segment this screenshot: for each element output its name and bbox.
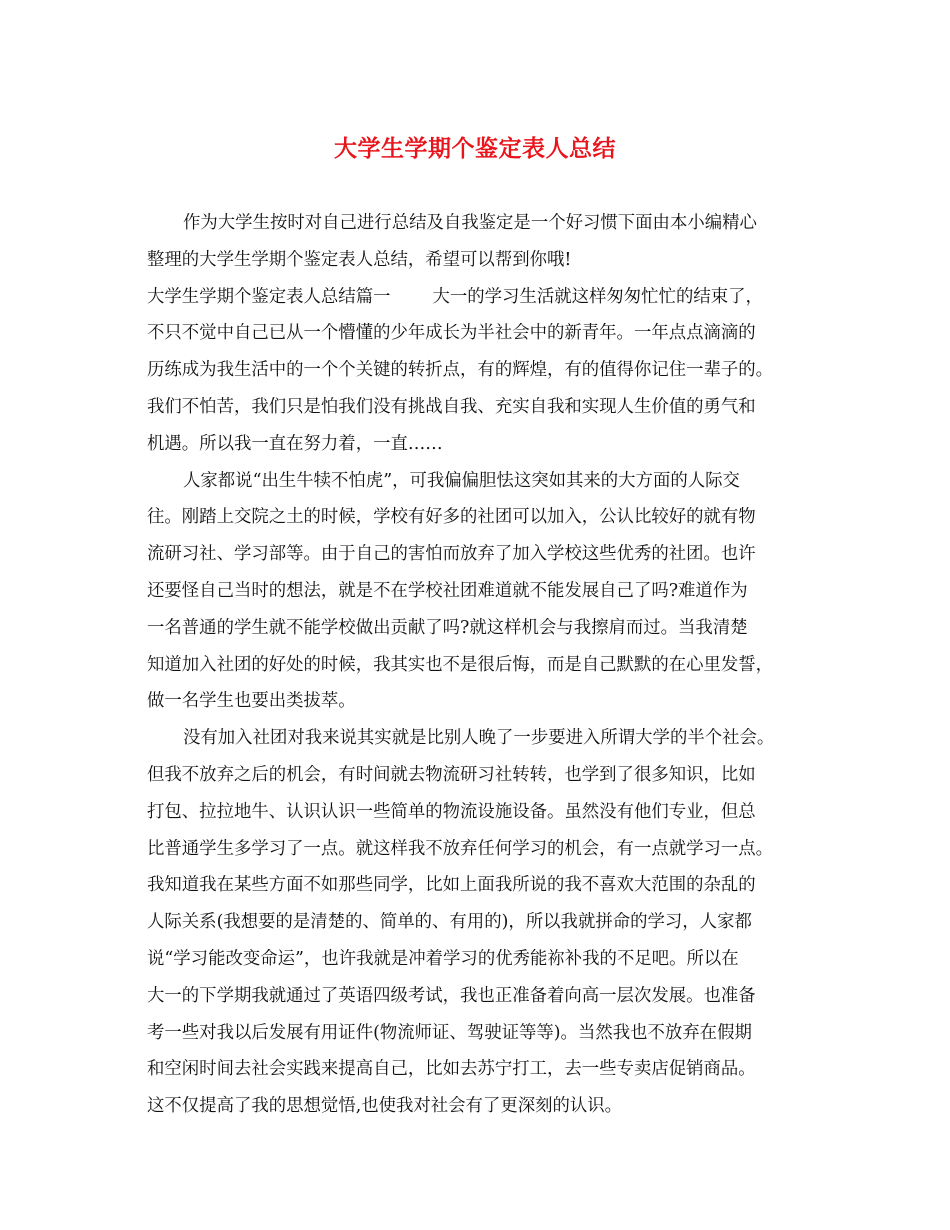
document-body xyxy=(147,205,817,1125)
text-line xyxy=(147,941,817,978)
text-line xyxy=(147,463,817,500)
text-line-content: 但我不放弃之后的机会，有时间就去物流研习社转转，也学到了很多知识，比如 xyxy=(147,764,756,785)
text-line-content: 大一的下学期我就通过了英语四级考试，我也正准备着向高一层次发展。也准备 xyxy=(147,985,756,1006)
text-line-content: 做一名学生也要出类拔萃。 xyxy=(147,691,356,712)
text-line-content: 一名普通的学生就不能学校做出贡献了吗?就这样机会与我擦肩而过。当我清楚 xyxy=(147,617,748,638)
text-line-content: 流研习社、学习部等。由于自己的害怕而放弃了加入学校这些优秀的社团。也许 xyxy=(147,544,756,565)
text-line xyxy=(147,352,817,389)
text-line-content: 大学生学期个鉴定表人总结篇一 xyxy=(147,286,391,307)
text-line-content: 说“学习能改变命运”，也许我就是冲着学习的优秀能祢补我的不足吧。所以在 xyxy=(147,948,739,969)
text-line-content: 知道加入社团的好处的时候，我其实也不是很后悔，而是自己默默的在心里发誓， xyxy=(147,654,774,675)
text-line-content: 这不仅提高了我的思想觉悟,也使我对社会有了更深刻的认识。 xyxy=(147,1096,623,1117)
text-line-content: 打包、拉拉地牛、认识认识一些简单的物流设施设备。虽然没有他们专业，但总 xyxy=(147,801,756,822)
text-line xyxy=(147,794,817,831)
text-line xyxy=(147,1015,817,1052)
text-line xyxy=(147,610,817,647)
text-line-content: 历练成为我生活中的一个个关键的转折点，有的辉煌，有的值得你记住一辈子的。 xyxy=(147,360,774,381)
text-line-continuation: 大一的学习生活就这样匆匆忙忙的结束了， xyxy=(432,286,763,307)
text-line xyxy=(147,757,817,794)
document-title: 大学生学期个鉴定表人总结 xyxy=(334,135,616,162)
text-line xyxy=(147,279,817,316)
text-line xyxy=(147,389,817,426)
text-line xyxy=(147,647,817,684)
text-line-content: 比普通学生多学习了一点。就这样我不放弃任何学习的机会，有一点就学习一点。 xyxy=(147,838,774,859)
text-line xyxy=(147,1051,817,1088)
text-line xyxy=(147,1088,817,1125)
text-line xyxy=(147,499,817,536)
text-line xyxy=(147,904,817,941)
text-line xyxy=(147,683,817,720)
text-line-content: 人际关系(我想要的是清楚的、简单的、有用的)，所以我就拼命的学习，人家都 xyxy=(147,912,752,933)
text-line-content: 不只不觉中自己已从一个懵懂的少年成长为半社会中的新青年。一年点点滴滴的 xyxy=(147,323,756,344)
text-line-content: 没有加入社团对我来说其实就是比别人晚了一步要进入所谓大学的半个社会。 xyxy=(183,728,775,749)
text-line-content: 作为大学生按时对自己进行总结及自我鉴定是一个好习惯下面由本小编精心 xyxy=(183,213,757,233)
text-line-content: 往。刚踏上交院之土的时候，学校有好多的社团可以加入，公认比较好的就有物 xyxy=(147,507,756,528)
text-line-content: 我们不怕苦，我们只是怕我们没有挑战自我、充实自我和实现人生价值的勇气和 xyxy=(147,396,756,417)
text-line-content: 整理的大学生学期个鉴定表人总结，希望可以帮到你哦! xyxy=(147,249,572,270)
text-line xyxy=(147,536,817,573)
text-line-content: 机遇。所以我一直在努力着，一直…… xyxy=(147,433,443,454)
text-line xyxy=(147,315,817,352)
text-line xyxy=(147,573,817,610)
text-line-content: 考一些对我以后发展有用证件(物流师证、驾驶证等等)。当然我也不放弃在假期 xyxy=(147,1022,752,1043)
text-line-content: 还要怪自己当时的想法，就是不在学校社团难道就不能发展自己了吗?难道作为 xyxy=(147,580,748,601)
text-line xyxy=(147,831,817,868)
text-line xyxy=(147,205,817,242)
text-line xyxy=(147,867,817,904)
text-line xyxy=(147,720,817,757)
text-line xyxy=(147,426,817,463)
text-line-content: 我知道我在某些方面不如那些同学，比如上面我所说的我不喜欢大范围的杂乱的 xyxy=(147,875,756,896)
text-line xyxy=(147,978,817,1015)
text-line xyxy=(147,242,817,279)
text-line-content: 人家都说“出生牛犊不怕虎”，可我偏偏胆怯这突如其来的大方面的人际交 xyxy=(183,470,740,491)
text-line-content: 和空闲时间去社会实践来提高自己，比如去苏宁打工，去一些专卖店促销商品。 xyxy=(147,1059,756,1080)
